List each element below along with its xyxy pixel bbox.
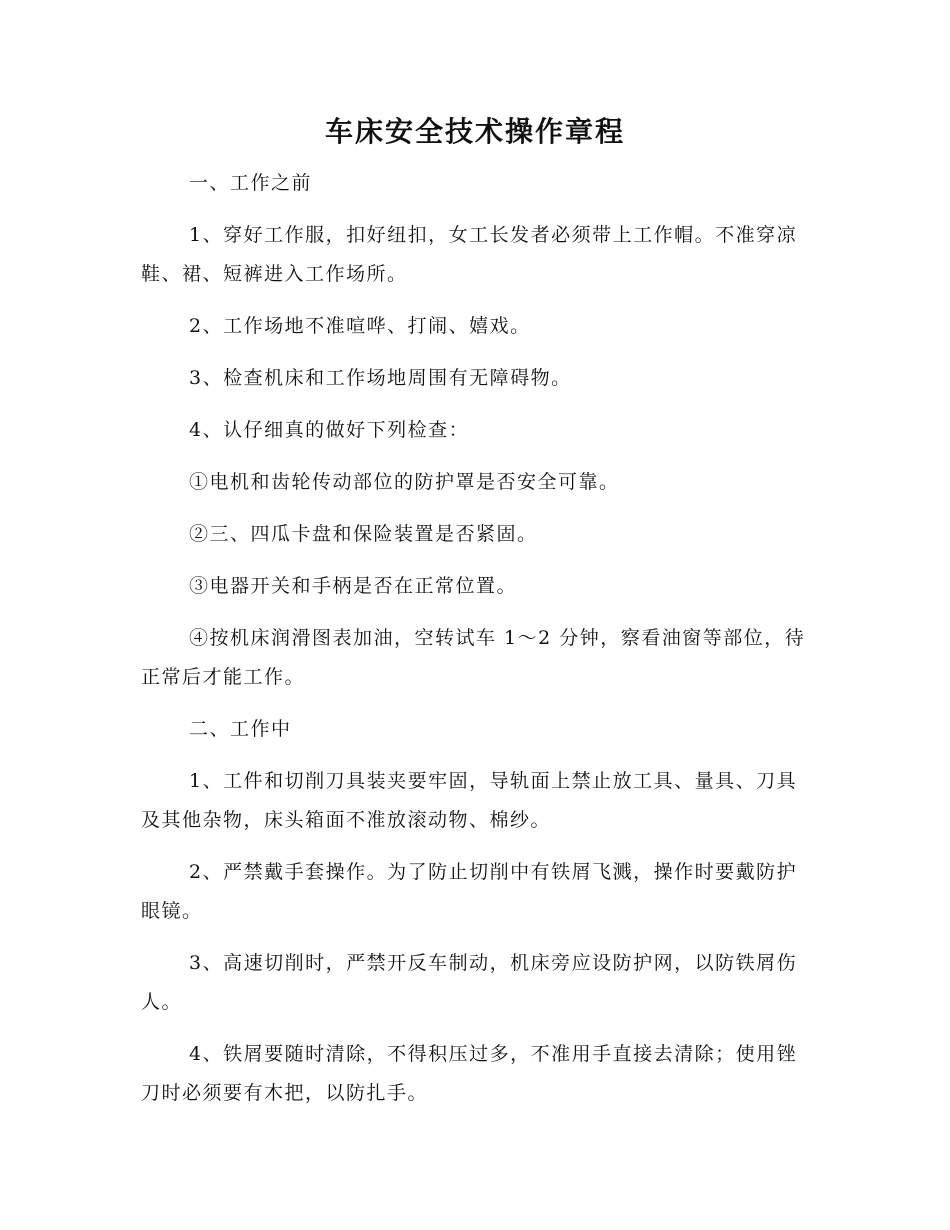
- document-title: 车床安全技术操作章程: [324, 115, 625, 148]
- document-body: [141, 164, 811, 1113]
- check-item: ④按机床润滑图表加油，空转试车 1～2 分钟，察看油窗等部位，待正常后才能工作。: [141, 627, 806, 688]
- paragraph: 4、认仔细真的做好下列检查：: [189, 419, 470, 441]
- check-item: ③电器开关和手柄是否在正常位置。: [189, 575, 518, 597]
- check-item: ①电机和齿轮传动部位的防护罩是否安全可靠。: [189, 471, 620, 493]
- paragraph: 4、铁屑要随时清除，不得积压过多，不准用手直接去清除；使用锉刀时必须要有木把，以防扎手。: [141, 1043, 798, 1104]
- section-heading: 一、工作之前: [189, 172, 313, 194]
- section-heading: 二、工作中: [189, 718, 292, 740]
- paragraph: 2、严禁戴手套操作。为了防止切削中有铁屑飞溅，操作时要戴防护眼镜。: [141, 861, 798, 922]
- paragraph: 3、检查机床和工作场地周围有无障碍物。: [189, 367, 572, 389]
- paragraph: 2、工作场地不准喧哗、打闹、嬉戏。: [189, 315, 531, 337]
- paragraph: 1、穿好工作服，扣好纽扣，女工长发者必须带上工作帽。不准穿凉鞋、裙、短裤进入工作场所。: [141, 224, 798, 285]
- check-item: ②三、四瓜卡盘和保险装置是否紧固。: [189, 523, 538, 545]
- paragraph: 1、工件和切削刀具装夹要牢固，导轨面上禁止放工具、量具、刀具及其他杂物，床头箱面不准放滚动物、棉纱。: [141, 770, 798, 831]
- paragraph: 3、高速切削时，严禁开反车制动，机床旁应设防护网，以防铁屑伤人。: [141, 952, 798, 1013]
